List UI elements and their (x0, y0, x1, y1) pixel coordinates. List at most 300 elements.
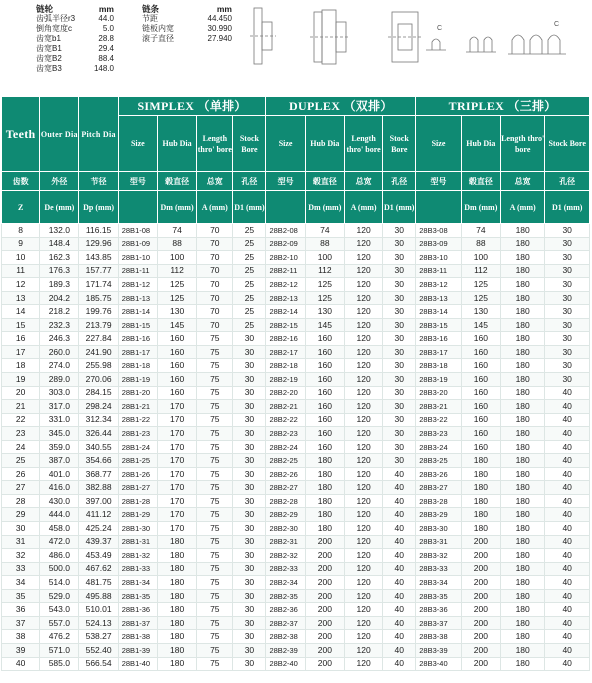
simplex-length-cell: 75 (197, 386, 233, 400)
triplex-bore-cell: 40 (545, 467, 590, 481)
sprocket-spec-row (36, 44, 116, 54)
triplex-length-cell: 180 (500, 616, 544, 630)
triplex-size-cell: 28B3-38 (416, 630, 461, 644)
teeth-cn-header: 齿数 (2, 172, 40, 191)
simplex-bore-cell: 30 (233, 589, 266, 603)
duplex-hub-cell: 200 (305, 576, 344, 590)
simplex-hub-cell: 160 (157, 332, 196, 346)
sprocket-spec-value: 148.0 (93, 64, 114, 73)
outer-dia-cell: 176.3 (40, 264, 79, 278)
duplex-length-cell: 120 (344, 251, 382, 265)
triplex-size-cell: 28B3-34 (416, 576, 461, 590)
triplex-bore-cn-header: 孔径 (545, 172, 590, 191)
simplex-bore-cell: 30 (233, 413, 266, 427)
simplex-hub-cell: 180 (157, 630, 196, 644)
outer-dia-cell: 162.3 (40, 251, 79, 265)
sprocket-spec-value: 5.0 (102, 24, 114, 33)
duplex-length-cell: 120 (344, 224, 382, 238)
simplex-bore-cell: 30 (233, 603, 266, 617)
teeth-sym-header: Z (2, 191, 40, 224)
duplex-hub-cell: 200 (305, 616, 344, 630)
triplex-size-cell: 28B3-26 (416, 467, 461, 481)
simplex-bore-cell: 30 (233, 373, 266, 387)
duplex-length-cell: 120 (344, 373, 382, 387)
duplex-hub-cell: 200 (305, 630, 344, 644)
duplex-size-cell: 28B2-22 (266, 413, 305, 427)
simplex-size-cell: 28B1-37 (118, 616, 157, 630)
triplex-hub-cell: 180 (461, 454, 500, 468)
sprocket-spec-row (36, 54, 116, 64)
triplex-length-cell: 180 (500, 413, 544, 427)
sprocket-unit: mm (98, 4, 114, 14)
simplex-size-cell: 28B1-34 (118, 576, 157, 590)
simplex-bore-cell: 30 (233, 440, 266, 454)
simplex-hub-cell: 160 (157, 345, 196, 359)
duplex-length-cell: 120 (344, 589, 382, 603)
outer-dia-cell: 232.3 (40, 318, 79, 332)
triplex-hub-cell: 160 (461, 373, 500, 387)
triplex-size-cell: 28B3-29 (416, 508, 461, 522)
duplex-bore-sym-header: D1 (mm) (383, 191, 416, 224)
simplex-length-cell: 75 (197, 400, 233, 414)
simplex-length-cell: 70 (197, 278, 233, 292)
outer-dia-cell: 486.0 (40, 549, 79, 563)
simplex-bore-cell: 30 (233, 508, 266, 522)
triplex-size-cell: 28B3-20 (416, 386, 461, 400)
simplex-hub-cell: 170 (157, 522, 196, 536)
simplex-hub-cell: 180 (157, 643, 196, 657)
triplex-hub-cell: 130 (461, 305, 500, 319)
simplex-bore-cell: 30 (233, 616, 266, 630)
outer-dia-cell: 359.0 (40, 440, 79, 454)
simplex-hub-cell: 180 (157, 616, 196, 630)
teeth-cell: 14 (2, 305, 40, 319)
triplex-length-cell: 180 (500, 332, 544, 346)
triplex-bore-cell: 30 (545, 224, 590, 238)
duplex-length-cell: 120 (344, 427, 382, 441)
duplex-hub-cell: 200 (305, 603, 344, 617)
pitch-dia-cell: 227.84 (79, 332, 118, 346)
simplex-bore-cell: 25 (233, 264, 266, 278)
outer-dia-cell: 331.0 (40, 413, 79, 427)
duplex-bore-cell: 30 (383, 332, 416, 346)
simplex-length-header: Length thro' bore (197, 116, 233, 172)
simplex-hub-cn-header: 毂直径 (157, 172, 196, 191)
duplex-size-cell: 28B2-17 (266, 345, 305, 359)
teeth-cell: 18 (2, 359, 40, 373)
simplex-bore-header: Stock Bore (233, 116, 266, 172)
duplex-size-cell: 28B2-18 (266, 359, 305, 373)
pitch-dia-header: Pitch Dia (79, 97, 118, 172)
triplex-length-cell: 180 (500, 549, 544, 563)
triplex-hub-cell: 200 (461, 630, 500, 644)
outer-dia-cell: 289.0 (40, 373, 79, 387)
triplex-size-header: Size (416, 116, 461, 172)
simplex-size-cell: 28B1-39 (118, 643, 157, 657)
simplex-size-cell: 28B1-11 (118, 264, 157, 278)
simplex-hub-cell: 180 (157, 657, 196, 671)
simplex-size-cell: 28B1-31 (118, 535, 157, 549)
triplex-bore-header: Stock Bore (545, 116, 590, 172)
triplex-bore-sym-header: D1 (mm) (545, 191, 590, 224)
table-row (2, 373, 590, 387)
simplex-bore-sym-header: D1 (mm) (233, 191, 266, 224)
duplex-length-cell: 120 (344, 494, 382, 508)
triplex-hub-header: Hub Dia (461, 116, 500, 172)
chain-unit: mm (216, 4, 232, 14)
outer-dia-cell: 472.0 (40, 535, 79, 549)
duplex-length-cell: 120 (344, 454, 382, 468)
simplex-length-cell: 75 (197, 603, 233, 617)
triplex-bore-cell: 30 (545, 332, 590, 346)
duplex-hub-cell: 200 (305, 562, 344, 576)
pitch-dia-cell: 171.74 (79, 278, 118, 292)
outer-dia-cell: 416.0 (40, 481, 79, 495)
pitch-dia-cell: 397.00 (79, 494, 118, 508)
duplex-length-cell: 120 (344, 413, 382, 427)
triplex-hub-cell: 160 (461, 400, 500, 414)
simplex-size-cell: 28B1-29 (118, 508, 157, 522)
simplex-bore-cell: 30 (233, 562, 266, 576)
outer-dia-sym-header: De (mm) (40, 191, 79, 224)
duplex-bore-cell: 30 (383, 440, 416, 454)
simplex-hub-cell: 180 (157, 589, 196, 603)
simplex-size-cell: 28B1-08 (118, 224, 157, 238)
duplex-bore-cell: 40 (383, 508, 416, 522)
simplex-bore-cell: 30 (233, 481, 266, 495)
simplex-hub-cell: 160 (157, 373, 196, 387)
duplex-length-cell: 120 (344, 345, 382, 359)
outer-dia-cell: 585.0 (40, 657, 79, 671)
teeth-cell: 11 (2, 264, 40, 278)
triplex-size-sym-header (416, 191, 461, 224)
duplex-length-cell: 120 (344, 522, 382, 536)
teeth-cell: 16 (2, 332, 40, 346)
simplex-hub-cell: 160 (157, 386, 196, 400)
simplex-bore-cell: 30 (233, 467, 266, 481)
teeth-cell: 34 (2, 576, 40, 590)
triplex-hub-cell: 160 (461, 332, 500, 346)
triplex-hub-cell: 125 (461, 291, 500, 305)
duplex-size-cell: 28B2-37 (266, 616, 305, 630)
triplex-bore-cell: 40 (545, 481, 590, 495)
triplex-size-cell: 28B3-24 (416, 440, 461, 454)
triplex-bore-cell: 40 (545, 535, 590, 549)
duplex-size-cell: 28B2-23 (266, 427, 305, 441)
simplex-bore-cell: 25 (233, 318, 266, 332)
duplex-size-cell: 28B2-28 (266, 494, 305, 508)
duplex-size-cell: 28B2-38 (266, 630, 305, 644)
duplex-bore-cell: 40 (383, 494, 416, 508)
triplex-size-cell: 28B3-30 (416, 522, 461, 536)
simplex-size-cell: 28B1-09 (118, 237, 157, 251)
teeth-cell: 27 (2, 481, 40, 495)
triplex-length-sym-header: A (mm) (500, 191, 544, 224)
duplex-hub-cell: 160 (305, 373, 344, 387)
simplex-hub-cell: 170 (157, 454, 196, 468)
simplex-length-cell: 70 (197, 237, 233, 251)
triplex-hub-cell: 112 (461, 264, 500, 278)
simplex-length-sym-header: A (mm) (197, 191, 233, 224)
triplex-bore-cell: 40 (545, 657, 590, 671)
pitch-dia-cell: 411.12 (79, 508, 118, 522)
duplex-hub-cell: 160 (305, 386, 344, 400)
triplex-length-cell: 180 (500, 643, 544, 657)
sprocket-spec-row (36, 64, 116, 74)
simplex-bore-cell: 30 (233, 427, 266, 441)
duplex-bore-cell: 40 (383, 589, 416, 603)
duplex-size-cell: 28B2-35 (266, 589, 305, 603)
pitch-dia-cell: 143.85 (79, 251, 118, 265)
duplex-size-cell: 28B2-39 (266, 643, 305, 657)
sprocket-profile-3-drawing (388, 12, 422, 62)
teeth-cell: 15 (2, 318, 40, 332)
simplex-length-cell: 75 (197, 467, 233, 481)
duplex-bore-cell: 30 (383, 345, 416, 359)
sprocket-header-label: 链轮 (36, 4, 54, 14)
duplex-bore-cell: 30 (383, 318, 416, 332)
triplex-bore-cell: 30 (545, 278, 590, 292)
triplex-bore-cell: 30 (545, 264, 590, 278)
teeth-cell: 35 (2, 589, 40, 603)
simplex-bore-cell: 30 (233, 400, 266, 414)
pitch-dia-cell: 524.13 (79, 616, 118, 630)
teeth-cell: 24 (2, 440, 40, 454)
duplex-bore-cell: 40 (383, 535, 416, 549)
triplex-hub-cell: 200 (461, 549, 500, 563)
simplex-bore-cell: 25 (233, 237, 266, 251)
outer-dia-cell: 444.0 (40, 508, 79, 522)
duplex-bore-cell: 40 (383, 562, 416, 576)
simplex-length-cell: 75 (197, 549, 233, 563)
table-row (2, 440, 590, 454)
triplex-length-cell: 180 (500, 657, 544, 671)
simplex-hub-cell: 170 (157, 494, 196, 508)
simplex-hub-cell: 112 (157, 264, 196, 278)
table-row (2, 454, 590, 468)
triplex-size-cell: 28B3-35 (416, 589, 461, 603)
duplex-length-cell: 120 (344, 616, 382, 630)
simplex-size-cell: 28B1-28 (118, 494, 157, 508)
outer-dia-cell: 401.0 (40, 467, 79, 481)
triplex-size-cell: 28B3-10 (416, 251, 461, 265)
triplex-hub-cell: 180 (461, 481, 500, 495)
table-row (2, 264, 590, 278)
duplex-length-cell: 120 (344, 400, 382, 414)
technical-drawings (248, 6, 588, 66)
triplex-size-cell: 28B3-15 (416, 318, 461, 332)
table-row (2, 318, 590, 332)
simplex-hub-cell: 170 (157, 481, 196, 495)
triplex-size-cell: 28B3-08 (416, 224, 461, 238)
simplex-bore-cell: 30 (233, 332, 266, 346)
duplex-bore-cell: 30 (383, 413, 416, 427)
simplex-length-cell: 75 (197, 481, 233, 495)
sprocket-spec-label: 齿宽b1 (36, 34, 61, 43)
duplex-hub-cell: 180 (305, 467, 344, 481)
triplex-bore-cell: 40 (545, 386, 590, 400)
triplex-length-cell: 180 (500, 386, 544, 400)
duplex-length-cell: 120 (344, 359, 382, 373)
triplex-length-cell: 180 (500, 345, 544, 359)
simplex-hub-cell: 180 (157, 576, 196, 590)
triplex-bore-cell: 40 (545, 454, 590, 468)
simplex-length-cell: 75 (197, 643, 233, 657)
duplex-hub-cell: 88 (305, 237, 344, 251)
simplex-hub-cell: 170 (157, 508, 196, 522)
pitch-dia-cell: 481.75 (79, 576, 118, 590)
simplex-length-cell: 75 (197, 359, 233, 373)
duplex-bore-cell: 30 (383, 400, 416, 414)
duplex-length-cell: 120 (344, 318, 382, 332)
simplex-hub-cell: 180 (157, 603, 196, 617)
duplex-bore-cn-header: 孔径 (383, 172, 416, 191)
triplex-size-cell: 28B3-37 (416, 616, 461, 630)
pitch-dia-cell: 298.24 (79, 400, 118, 414)
simplex-size-cell: 28B1-40 (118, 657, 157, 671)
triplex-bore-cell: 40 (545, 494, 590, 508)
duplex-hub-sym-header: Dm (mm) (305, 191, 344, 224)
triplex-length-cell: 180 (500, 467, 544, 481)
duplex-bore-cell: 30 (383, 427, 416, 441)
chain-spec-value: 44.450 (207, 14, 232, 23)
duplex-size-cell: 28B2-20 (266, 386, 305, 400)
triplex-length-cell: 180 (500, 589, 544, 603)
duplex-size-header: Size (266, 116, 305, 172)
triplex-length-cell: 180 (500, 576, 544, 590)
triplex-length-cell: 180 (500, 494, 544, 508)
triplex-bore-cell: 30 (545, 345, 590, 359)
table-row (2, 427, 590, 441)
duplex-hub-cell: 160 (305, 359, 344, 373)
triplex-length-cell: 180 (500, 373, 544, 387)
simplex-size-cell: 28B1-22 (118, 413, 157, 427)
triplex-size-cn-header: 型号 (416, 172, 461, 191)
outer-dia-cn-header: 外径 (40, 172, 79, 191)
simplex-length-cell: 75 (197, 657, 233, 671)
triplex-hub-cell: 200 (461, 562, 500, 576)
triplex-length-cell: 180 (500, 562, 544, 576)
duplex-hub-cell: 200 (305, 549, 344, 563)
duplex-length-cell: 120 (344, 305, 382, 319)
pitch-dia-cell: 157.77 (79, 264, 118, 278)
outer-dia-cell: 132.0 (40, 224, 79, 238)
triplex-bore-cell: 30 (545, 305, 590, 319)
triplex-length-cell: 180 (500, 535, 544, 549)
triplex-length-cell: 180 (500, 264, 544, 278)
triplex-length-cell: 180 (500, 318, 544, 332)
duplex-length-cell: 120 (344, 643, 382, 657)
outer-dia-cell: 529.0 (40, 589, 79, 603)
outer-dia-cell: 557.0 (40, 616, 79, 630)
simplex-hub-cell: 125 (157, 291, 196, 305)
teeth-cell: 38 (2, 630, 40, 644)
table-row (2, 359, 590, 373)
chain-spec-row (142, 24, 232, 34)
triplex-size-cell: 28B3-11 (416, 264, 461, 278)
duplex-hub-cell: 180 (305, 508, 344, 522)
simplex-size-cell: 28B1-21 (118, 400, 157, 414)
duplex-size-cell: 28B2-26 (266, 467, 305, 481)
simplex-bore-cell: 30 (233, 643, 266, 657)
triplex-hub-cell: 125 (461, 278, 500, 292)
table-row (2, 535, 590, 549)
table-row (2, 508, 590, 522)
teeth-cell: 17 (2, 345, 40, 359)
simplex-size-cell: 28B1-16 (118, 332, 157, 346)
simplex-size-cell: 28B1-17 (118, 345, 157, 359)
duplex-size-cell: 28B2-15 (266, 318, 305, 332)
pitch-dia-cell: 326.44 (79, 427, 118, 441)
teeth-cell: 33 (2, 562, 40, 576)
triplex-size-cell: 28B3-33 (416, 562, 461, 576)
table-row (2, 562, 590, 576)
pitch-dia-cell: 213.79 (79, 318, 118, 332)
pitch-dia-cell: 566.54 (79, 657, 118, 671)
teeth-cell: 22 (2, 413, 40, 427)
duplex-length-cell: 120 (344, 386, 382, 400)
triplex-hub-cell: 160 (461, 359, 500, 373)
triplex-hub-cn-header: 毂直径 (461, 172, 500, 191)
triplex-hub-cell: 200 (461, 535, 500, 549)
duplex-hub-cell: 200 (305, 589, 344, 603)
triplex-hub-cell: 200 (461, 657, 500, 671)
table-row (2, 386, 590, 400)
pitch-dia-cell: 312.34 (79, 413, 118, 427)
simplex-size-cell: 28B1-10 (118, 251, 157, 265)
duplex-hub-cell: 74 (305, 224, 344, 238)
simplex-hub-cell: 88 (157, 237, 196, 251)
triplex-bore-cell: 30 (545, 373, 590, 387)
simplex-size-cell: 28B1-36 (118, 603, 157, 617)
simplex-bore-cell: 30 (233, 549, 266, 563)
simplex-length-cell: 70 (197, 291, 233, 305)
sprocket-spec-label: 齿宽B2 (36, 54, 62, 63)
simplex-length-cell: 75 (197, 630, 233, 644)
triplex-length-cell: 180 (500, 440, 544, 454)
triplex-size-cell: 28B3-14 (416, 305, 461, 319)
triplex-hub-cell: 160 (461, 413, 500, 427)
triplex-length-cell: 180 (500, 522, 544, 536)
table-row (2, 467, 590, 481)
duplex-hub-cn-header: 毂直径 (305, 172, 344, 191)
teeth-cell: 10 (2, 251, 40, 265)
table-row (2, 589, 590, 603)
duplex-size-cell: 28B2-24 (266, 440, 305, 454)
triplex-bore-cell: 30 (545, 359, 590, 373)
table-row (2, 278, 590, 292)
pitch-dia-cell: 453.49 (79, 549, 118, 563)
duplex-hub-cell: 160 (305, 413, 344, 427)
pitch-dia-cell: 510.01 (79, 603, 118, 617)
duplex-bore-cell: 30 (383, 237, 416, 251)
teeth-cell: 8 (2, 224, 40, 238)
teeth-cell: 19 (2, 373, 40, 387)
duplex-size-cell: 28B2-13 (266, 291, 305, 305)
simplex-bore-cell: 30 (233, 630, 266, 644)
duplex-bore-cell: 40 (383, 657, 416, 671)
duplex-size-cell: 28B2-36 (266, 603, 305, 617)
table-row (2, 576, 590, 590)
duplex-bore-cell: 40 (383, 603, 416, 617)
outer-dia-cell: 303.0 (40, 386, 79, 400)
simplex-size-cell: 28B1-32 (118, 549, 157, 563)
simplex-length-cell: 75 (197, 373, 233, 387)
triplex-size-cell: 28B3-36 (416, 603, 461, 617)
triplex-bore-cell: 40 (545, 522, 590, 536)
simplex-length-cell: 75 (197, 332, 233, 346)
triplex-size-cell: 28B3-09 (416, 237, 461, 251)
